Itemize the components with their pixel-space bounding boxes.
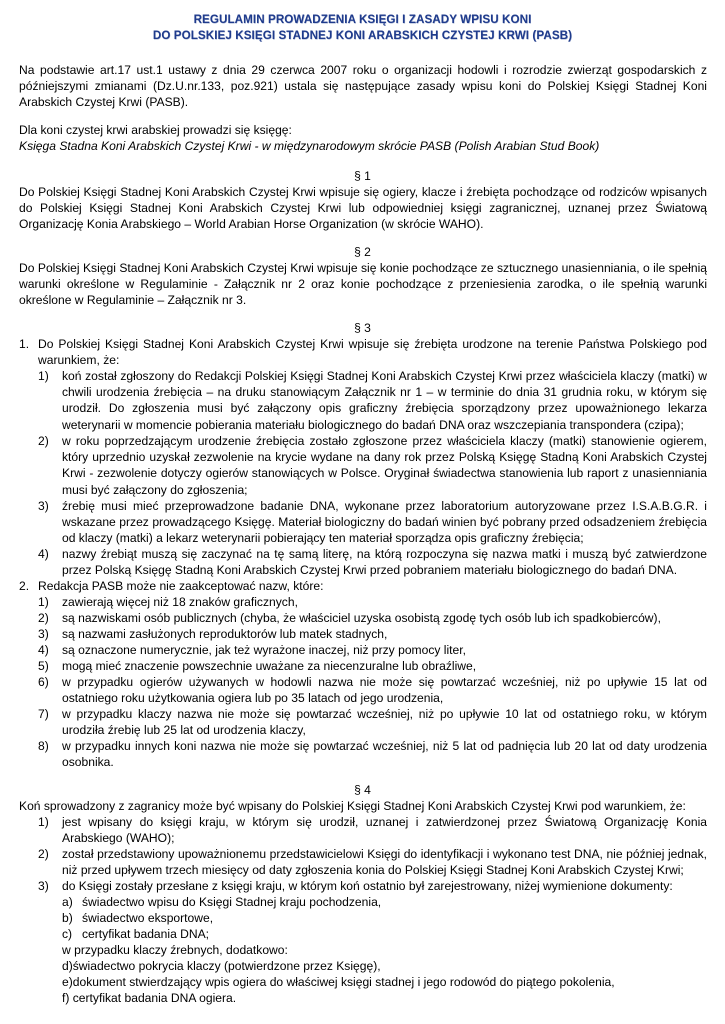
s3-p2-item-number: 8) xyxy=(38,739,49,753)
books-name: Księga Stadna Koni Arabskich Czystej Krwi - w międzynarodowym skrócie PASB (Polish Arabian Stud Book) xyxy=(19,139,600,153)
s3-p2-item-text: zawierają więcej niż 18 znaków graficznych, xyxy=(62,595,298,609)
s3-p2-item-text: mogą mieć znaczenie powszechnie uważane za niecenzuralne lub obraźliwe, xyxy=(62,659,477,673)
section-1-heading: § 1 xyxy=(354,169,371,183)
s4-document-text: świadectwo wpisu do Księgi Stadnej kraju pochodzenia, xyxy=(82,895,382,909)
s4-item-text: został przedstawiony upoważnionemu przedstawicielowi Księgi do identyfikacji i wykonano test DNA, nie później jednak, niż przed upływem trzech miesięcy od daty zgłoszenia konia do Polskiej Księgi Stadnej Koni Arabskich Czystej Krwi; xyxy=(62,847,707,878)
s3-p2-item-number: 2) xyxy=(38,611,49,625)
s4-mares-document: f) certyfikat badania DNA ogiera. xyxy=(62,991,237,1005)
s4-mares-document: e)dokument stwierdzający wpis ogiera do właściwej księgi stadnej i jego rodowód do piątego pokolenia, xyxy=(62,975,615,989)
s3-p2-item-text: są nazwami zasłużonych reproduktorów lub matek stadnych, xyxy=(62,627,388,641)
s3-p2-item-text: są nazwiskami osób publicznych (chyba, że właściciel uzyska osobistą zgodę tych osób lub ich spadkobierców), xyxy=(62,611,661,625)
s3-p1-item-number: 1) xyxy=(38,369,49,383)
s3-p2-item-text: w przypadku ogierów używanych w hodowli nazwa nie może się powtarzać wcześniej, niż po upływie 15 lat od ostatniego roku użytkowania ogiera lub po 35 latach od jego urodzenia, xyxy=(62,675,707,706)
s3-p1-item-text: w roku poprzedzającym urodzenie źrebięcia zostało zgłoszone przez właściciela klaczy (matki) stanowienie ogierem, który uprzednio uzyskał zezwolenie na krycie wydane na dany rok przez Polską Księgę Stadną Koni Arabskich Czystej Krwi - zezwolenie dotyczy ogierów stanowiących w Polsce. Oryginał świadectwa stanowienia lub raport z unasienniania musi być załączony do zgłoszenia; xyxy=(62,434,707,497)
s3-p1-item-number: 3) xyxy=(38,499,49,513)
document-title-line-2: DO POLSKIEJ KSIĘGI STADNEJ KONI ARABSKICH CZYSTEJ KRWI (PASB) xyxy=(152,29,573,42)
s4-document-text: świadectwo eksportowe, xyxy=(82,911,214,925)
s4-mares-document: d)świadectwo pokrycia klaczy (potwierdzone przez Księgę), xyxy=(62,959,381,973)
s3-p2-item-number: 7) xyxy=(38,707,49,721)
s4-document-number: a) xyxy=(62,895,73,909)
section-2-text: Do Polskiej Księgi Stadnej Koni Arabskich Czystej Krwi wpisuje się konie pochodzące ze sztucznego unasienniania, o ile spełnią warunki określone w Regulaminie - Załącznik nr 2 oraz konie pochodzące z przeniesienia zarodka, o ile spełnią warunki określone w Regulaminie – Załącznik nr 3. xyxy=(19,261,707,308)
intro-paragraph: Na podstawie art.17 ust.1 ustawy z dnia 29 czerwca 2007 roku o organizacji hodowli i rozrodzie zwierząt gospodarskich z późniejszymi zmianami (Dz.U.nr.133, poz.921) ustala się następujące zasady wpisu koni do Polskiej Księgi Stadnej Koni Arabskich Czystej Krwi (PASB). xyxy=(19,63,707,110)
s4-item-number: 3) xyxy=(38,879,49,893)
s3-point-1-number: 1. xyxy=(19,337,30,351)
s3-p2-item-text: są oznaczone numerycznie, jak też wyrażone inaczej, niż przy pomocy liter, xyxy=(62,643,466,657)
document-title-line-1: REGULAMIN PROWADZENIA KSIĘGI I ZASADY WPISU KONI xyxy=(193,13,532,26)
s3-p2-item-text: w przypadku klaczy nazwa nie może się powtarzać wcześniej, niż po upływie 10 lat od ostatniego roku, w którym urodziła źrebię lub 25 lat od urodzenia klaczy, xyxy=(62,707,707,738)
s3-p1-item-number: 4) xyxy=(38,547,49,561)
s3-p2-item-number: 3) xyxy=(38,627,49,641)
section-2-heading: § 2 xyxy=(354,245,371,259)
books-intro: Dla koni czystej krwi arabskiej prowadzi się księgę: xyxy=(19,123,292,137)
s4-item-number: 2) xyxy=(38,847,49,861)
s3-point-1-text: Do Polskiej Księgi Stadnej Koni Arabskich Czystej Krwi wpisuje się źrebięta urodzone na terenie Państwa Polskiego pod warunkiem, że: xyxy=(38,337,707,368)
s4-document-number: c) xyxy=(62,927,73,941)
s4-item-text: do Księgi zostały przesłane z księgi kraju, w którym koń ostatnio był zarejestrowany, niżej wymienione dokumenty: xyxy=(62,879,673,893)
s3-p2-item-number: 6) xyxy=(38,675,49,689)
s3-p2-item-number: 4) xyxy=(38,643,49,657)
s3-p2-item-number: 5) xyxy=(38,659,49,673)
s4-mares-intro: w przypadku klaczy źrebnych, dodatkowo: xyxy=(62,943,288,957)
section-3-heading: § 3 xyxy=(354,321,371,335)
s3-p2-item-text: w przypadku innych koni nazwa nie może się powtarzać wcześniej, niż 5 lat od padnięcia lub 20 lat od daty urodzenia osobnika. xyxy=(62,739,707,770)
section-4-heading: § 4 xyxy=(354,783,371,797)
s4-item-number: 1) xyxy=(38,815,49,829)
s3-p1-item-number: 2) xyxy=(38,434,49,448)
section-1-text: Do Polskiej Księgi Stadnej Koni Arabskich Czystej Krwi wpisuje się ogiery, klacze i źrebięta pochodzące od rodziców wpisanych do Polskiej Księgi Stadnej Koni Arabskich Czystej Krwi lub odpowiedniej księgi zagranicznej, uznanej przez Światową Organizację Konia Arabskiego – World Arabian Horse Organization (w skrócie WAHO). xyxy=(19,185,707,232)
section-4-intro: Koń sprowadzony z zagranicy może być wpisany do Polskiej Księgi Stadnej Koni Arabskich Czystej Krwi pod warunkiem, że: xyxy=(19,799,686,813)
s4-document-text: certyfikat badania DNA; xyxy=(82,927,210,941)
s3-p1-item-text: nazwy źrebiąt muszą się zaczynać na tę samą literę, na którą rozpoczyna się nazwa matki i muszą być zatwierdzone przez Polską Księgę Stadną Koni Arabskich Czystej Krwi przed pobraniem materiału biologicznego do badań DNA. xyxy=(62,547,707,578)
s3-point-2-text: Redakcja PASB może nie zaakceptować nazw, które: xyxy=(38,579,324,593)
s4-document-number: b) xyxy=(62,911,73,925)
s3-point-2-number: 2. xyxy=(19,579,30,593)
s3-p1-item-text: koń został zgłoszony do Redakcji Polskiej Księgi Stadnej Koni Arabskich Czystej Krwi przez właściciela klaczy (matki) w chwili urodzenia źrebięcia – na druku stanowiącym Załącznik nr 1 – w terminie do dnia 31 grudnia roku, w którym się urodził. Do zgłoszenia musi być załączony opis graficzny źrebięcia sporządzony przez upoważnionego lekarza weterynarii w momencie pobierania materiału biologicznego do badań DNA oraz wszczepiania transpondera (czipa); xyxy=(62,369,707,432)
s3-p1-item-text: źrebię musi mieć przeprowadzone badanie DNA, wykonane przez laboratorium autoryzowane przez I.S.A.B.G.R. i wskazane przez prowadzącego Księgę. Materiał biologiczny do badań winien być pobrany przed odsadzeniem źrebięcia od klaczy (matki) a lekarz weterynarii pobierający ten materiał sporządza opis graficzny źrebięcia; xyxy=(62,499,707,546)
s3-p2-item-number: 1) xyxy=(38,595,49,609)
s4-item-text: jest wpisany do księgi kraju, w którym się urodził, uznanej i zatwierdzonej przez Światową Organizację Konia Arabskiego (WAHO); xyxy=(62,815,707,846)
